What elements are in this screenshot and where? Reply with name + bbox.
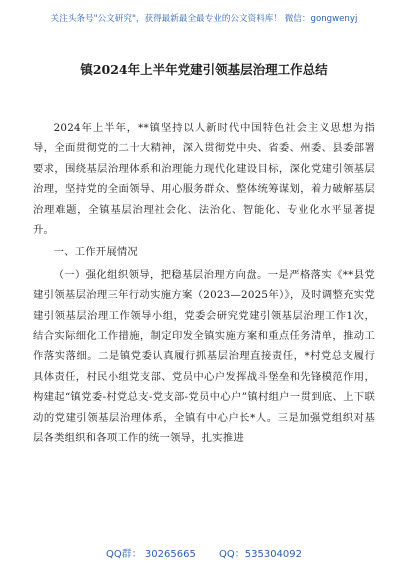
- body-paragraph: （一）强化组织领导，把稳基层治理方向盘。一是严格落实《**县党建引领基层治理三年行动实施方案（2023—2025年）》，及时调整充实党建引领基层治理工作领导小组，党委会研究党建引领基层治理工作1次，结合实际细化工作措施，制定印发全镇实施方案和重点任务清单，推动工作落实落细。二是镇党委认真履行抓基层治理直接责任，*村党总支履行具体责任，村民小组党支部、党员中心户发挥战斗堡垒和先锋模范作用，构建起“镇党委-村党总支-党支部-党员中心户”镇村组户一贯到底、上下联动的党建引领基层治理体系，全镇有中心户长*人。三是加强党组织对基层各类组织和各项工作的统一领导，扎实推进: [33, 268, 375, 445]
- footer-qq-group: QQ群： 30265665: [105, 549, 196, 560]
- footer-contact: [0, 545, 408, 560]
- header-promo-note: 关注头条号"公文研究"，获得最新最全最专业的公文资料库！ 微信：gongwenyj: [50, 14, 358, 24]
- intro-paragraph: 2024年上半年，**镇坚持以人新时代中国特色社会主义思想为指导，全面贯彻党的二十大精神，深入贯彻党中央、省委、州委、县委部署要求，围绕基层治理体系和治理能力现代化建设目标，深化党建引领基层治理，坚持党的全面领导、用心服务群众、整体统筹谋划，着力破解基层治理难题，全镇基层治理社会化、法治化、智能化、专业化水平显著提升。: [33, 122, 375, 237]
- document-body: [33, 118, 375, 451]
- section-heading: 一、工作开展情况: [53, 246, 138, 259]
- footer-qq: QQ：535304092: [219, 549, 303, 560]
- document-title: 镇2024年上半年党建引领基层治理工作总结: [80, 62, 328, 77]
